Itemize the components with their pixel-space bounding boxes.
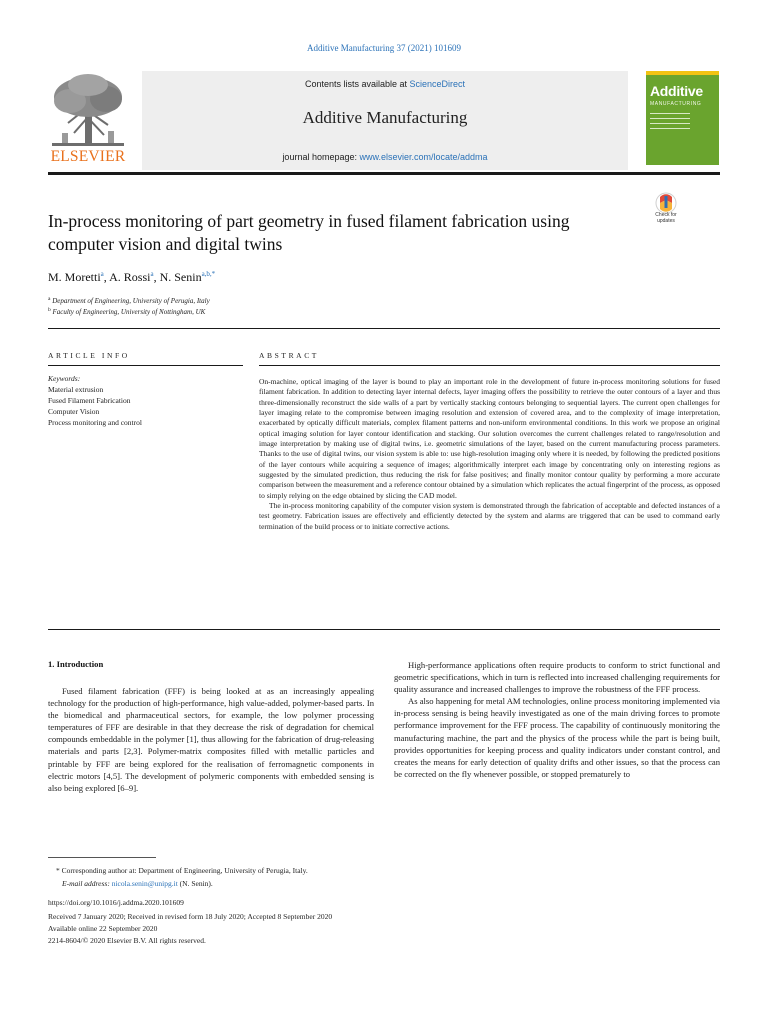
masthead-panel: [142, 71, 628, 170]
journal-masthead: [48, 71, 628, 170]
journal-reference-link[interactable]: Additive Manufacturing 37 (2021) 101609: [307, 43, 461, 53]
check-updates-line-1: Check for: [655, 212, 677, 218]
abstract-heading: ABSTRACT: [259, 351, 319, 360]
keywords-label: Keywords:: [48, 374, 81, 383]
author-list: M. Moretti$^a$, A. Rossi$^a$, N. Senin$^{a,b,*}$: [48, 270, 216, 284]
author-affiliation-marker[interactable]: a: [100, 270, 104, 278]
body-paragraph: Fused filament fabrication (FFF) is being looked at as an increasingly appealing technology for the production of high-performance, high value-added, polymer-based parts. In the biomedical and pharmaceutical sectors, for example, the low polymer processing temperatures of FFF are desirable in that they decrease the risk of degradation for chemical compounds embeddable in the polymer [1], thus allowing for the fabrication of drug-releasing materials and parts [2,3]. Polymer-matrix composites filled with metallic particles and printable by FFF are being explored for the realisation of ferromagnetic components in electric motors [4,5]. The development of polymeric components with embedded sensing is also being explored [6–9].: [48, 686, 374, 793]
elsevier-tree-icon: [48, 71, 128, 149]
email-note: E-mail address: nicola.senin@unipg.it (N. Senin).: [62, 879, 213, 888]
article-title: In-process monitoring of part geometry in fused filament fabrication using computer vision and digital twins: [48, 211, 570, 254]
journal-homepage: journal homepage: www.elsevier.com/locate/addma: [282, 152, 488, 162]
keyword: Process monitoring and control: [48, 418, 142, 427]
check-updates-icon: [648, 192, 684, 214]
keyword: Material extrusion: [48, 385, 104, 394]
corresponding-author-note: * Corresponding author at: Department of Engineering, University of Perugia, Italy.: [56, 866, 308, 875]
abstract-paragraph: The in-process monitoring capability of the computer vision system is demonstrated through the fabrication of acceptable and defected instances of a test geometry. Fabrication issues are effectively and efficiently detected by the system and alarms are triggered that can be used to command early termination of the build process or to initiate corrective actions.: [259, 501, 720, 531]
body-paragraph: High-performance applications often require products to conform to strict functional and geometric specifications, which in turn is reflected into increased challenging requirements for quality assurance and increased challenges to improve the robustness of the FFF process.: [394, 660, 720, 695]
received-dates: Received 7 January 2020; Received in revised form 18 July 2020; Accepted 8 September 2020: [48, 912, 333, 921]
copyright-line: 2214-8604/© 2020 Elsevier B.V. All rights reserved.: [48, 936, 206, 945]
journal-cover-thumbnail[interactable]: [646, 71, 719, 165]
abstract-paragraph: On-machine, optical imaging of the layer is bound to play an important role in the development of future in-process monitoring solutions for fused filament fabrication. In addition to detecting layer internal defects, layer imaging offers the possibility to retrieve the outer contours of a layer and thus three-dimensionally reconstruct the side walls of a part by vertically stacking contours belonging to sequential layers. The current open challenges for layer imaging relate to the compromise between imaging resolution and extension of covered area, and to the complexity of image interpretation, exacerbated by optically difficult materials, complex filament patterns and non-uniform environmental conditions. In this work we propose an original optical imaging solution for layer contour identification and stacking. Our solution overcomes the current challenges related to range/resolution and image interpretation by making use of digital twins, i.e. geometric simulations of the layer, based on the current manufacturing process parameters. Thanks to the use of digital twins, our vision system is able to: use high-resolution imaging only where it is needed, by following the predicted positions of the layer contours while acquiring a sequence of images; algorithmically interpret each image by concentrating only on interesting regions as suggested by the simulated prediction, thus reducing the risk for false positives; and finally monitor contour quality by performing a more accurate comparison between the measurement and a reference contour obtained by a simulation which replicates the actual fingerprint of the process, as opposed to simply relying on the edge obtained by slicing the CAD model.: [259, 377, 720, 500]
article-info-heading: ARTICLE INFO: [48, 351, 130, 360]
body-column-right: [394, 659, 720, 780]
keyword: Fused Filament Fabrication: [48, 396, 131, 405]
header-divider: [48, 328, 720, 329]
abstract-divider: [48, 629, 720, 630]
section-heading-introduction: 1. Introduction: [48, 659, 104, 669]
author-affiliation-marker[interactable]: a: [150, 270, 154, 278]
body-column-left: [48, 685, 374, 794]
check-updates-line-2: updates: [657, 217, 675, 224]
email-link[interactable]: nicola.senin@unipg.it: [111, 879, 178, 888]
doi-link[interactable]: https://doi.org/10.1016/j.addma.2020.101609: [48, 898, 184, 907]
elsevier-wordmark: ELSEVIER: [50, 148, 126, 165]
cover-title: Additive: [650, 83, 703, 99]
author-name[interactable]: N. Senin: [159, 270, 202, 284]
journal-homepage-link[interactable]: www.elsevier.com/locate/addma: [359, 152, 488, 162]
author-affiliation-marker[interactable]: a,b,*: [201, 270, 216, 278]
cover-decoration: [650, 113, 690, 133]
masthead-rule: [48, 172, 720, 175]
affiliation: $^a$ Department of Engineering, University of Perugia, Italy: [48, 296, 210, 305]
body-paragraph: As also happening for metal AM technologies, online process monitoring implemented via in-process sensing is being heavily investigated as one of the main driving forces to promote performance improvement for the FFF process. The capability of continuously monitoring the manufacturing machine, the part and the physics of the process while the part is being built, provides opportunities for keeping process and quality indicators under constant control, and creates the means for early detection of quality drifts and other issues, so that the process can be corrected on the fly whenever possible, or stopped prematurely to: [394, 696, 720, 779]
sciencedirect-link[interactable]: ScienceDirect: [409, 79, 466, 89]
affiliation: $^b$ Faculty of Engineering, University of Nottingham, UK: [48, 307, 206, 316]
author-name[interactable]: A. Rossi: [109, 270, 151, 284]
journal-title: Additive Manufacturing: [302, 108, 468, 127]
abstract-rule: [259, 365, 720, 366]
check-for-updates-badge[interactable]: [648, 192, 684, 232]
available-online-date: Available online 22 September 2020: [48, 924, 158, 933]
contents-availability: Contents lists available at ScienceDirect: [304, 79, 466, 89]
footnote-rule: [48, 857, 156, 858]
elsevier-logo: [48, 71, 128, 170]
article-info-rule: [48, 365, 243, 366]
cover-subtitle: MANUFACTURING: [650, 101, 702, 107]
author-name[interactable]: M. Moretti: [48, 270, 101, 284]
abstract-body: [259, 377, 720, 532]
cover-stripe: [646, 71, 719, 75]
keyword: Computer Vision: [48, 407, 100, 416]
